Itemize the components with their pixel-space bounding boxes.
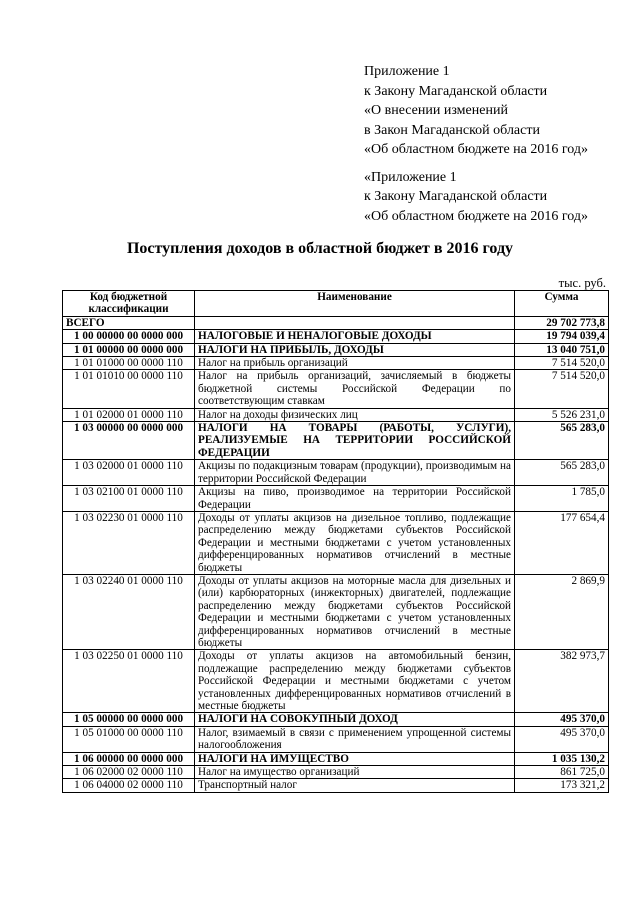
appendix-line: в Закон Магаданской области xyxy=(364,122,540,138)
cell-name: Акцизы по подакцизным товарам (продукции), производимым на территории Российской Федерации xyxy=(195,460,515,486)
cell-code: ВСЕГО xyxy=(63,316,195,329)
table-row xyxy=(63,422,609,460)
cell-name: Доходы от уплаты акцизов на дизельное топливо, подлежащие распределению между бюджетами субъектов Российской Федерации и местными бюджетами с учетом установленных дифференцированных нормативов отчислений в местные бюджеты xyxy=(195,511,515,574)
cell-sum: 861 725,0 xyxy=(515,766,609,779)
cell-sum: 382 973,7 xyxy=(515,650,609,713)
table-row xyxy=(63,726,609,752)
table-row xyxy=(63,370,609,408)
table-row xyxy=(63,574,609,649)
cell-sum: 173 321,2 xyxy=(515,779,609,792)
cell-sum: 2 869,9 xyxy=(515,574,609,649)
cell-name xyxy=(195,316,515,329)
cell-name: Транспортный налог xyxy=(195,779,515,792)
cell-code: 1 06 04000 02 0000 110 xyxy=(63,779,195,792)
cell-code: 1 06 02000 02 0000 110 xyxy=(63,766,195,779)
cell-sum: 495 370,0 xyxy=(515,713,609,726)
cell-sum: 1 035 130,2 xyxy=(515,752,609,765)
appendix-block-current xyxy=(364,62,634,160)
appendix-line: «Об областном бюджете на 2016 год» xyxy=(364,208,588,224)
table-row xyxy=(63,408,609,421)
table-row xyxy=(63,316,609,329)
table-row xyxy=(63,460,609,486)
revenue-table xyxy=(62,290,609,793)
cell-name: Налог на прибыль организаций xyxy=(195,357,515,370)
cell-name: Налог на доходы физических лиц xyxy=(195,408,515,421)
cell-sum: 7 514 520,0 xyxy=(515,357,609,370)
table-row xyxy=(63,779,609,792)
cell-code: 1 03 00000 00 0000 000 xyxy=(63,422,195,460)
cell-sum: 177 654,4 xyxy=(515,511,609,574)
cell-name: НАЛОГИ НА ПРИБЫЛЬ, ДОХОДЫ xyxy=(195,343,515,356)
cell-code: 1 01 02000 01 0000 110 xyxy=(63,408,195,421)
table-row xyxy=(63,357,609,370)
table-row xyxy=(63,343,609,356)
cell-name: Налог, взимаемый в связи с применением упрощенной системы налогообложения xyxy=(195,726,515,752)
table-row xyxy=(63,752,609,765)
appendix-line: «Об областном бюджете на 2016 год» xyxy=(364,142,588,157)
table-header-row xyxy=(63,291,609,317)
cell-code: 1 05 01000 00 0000 110 xyxy=(63,726,195,752)
cell-code: 1 00 00000 00 0000 000 xyxy=(63,330,195,343)
cell-sum: 565 283,0 xyxy=(515,460,609,486)
appendix-header xyxy=(364,62,634,226)
cell-sum: 7 514 520,0 xyxy=(515,370,609,408)
cell-name: Налог на прибыль организаций, зачисляемый в бюджеты бюджетной системы Российской Федерации по соответствующим ставкам xyxy=(195,370,515,408)
units-label: тыс. руб. xyxy=(558,276,606,290)
cell-sum: 565 283,0 xyxy=(515,422,609,460)
cell-name: Доходы от уплаты акцизов на автомобильный бензин, подлежащие распределению между бюджетами субъектов Российской Федерации и местными бюджетами с учетом установленных дифференцированных нормативов отчислений в местные бюджеты xyxy=(195,650,515,713)
document-title: Поступления доходов в областной бюджет в 2016 году xyxy=(126,240,514,257)
cell-name: Налог на имущество организаций xyxy=(195,766,515,779)
cell-code: 1 01 01000 00 0000 110 xyxy=(63,357,195,370)
cell-sum: 29 702 773,8 xyxy=(515,316,609,329)
cell-code: 1 06 00000 00 0000 000 xyxy=(63,752,195,765)
table-row xyxy=(63,511,609,574)
cell-code: 1 03 02250 01 0000 110 xyxy=(63,650,195,713)
table-row xyxy=(63,766,609,779)
appendix-block-original xyxy=(364,168,634,227)
cell-sum: 19 794 039,4 xyxy=(515,330,609,343)
table-row xyxy=(63,486,609,512)
cell-name: НАЛОГИ НА СОВОКУПНЫЙ ДОХОД xyxy=(195,713,515,726)
appendix-line: к Закону Магаданской области xyxy=(364,189,548,204)
table-row xyxy=(63,713,609,726)
appendix-line: Приложение 1 xyxy=(364,64,450,79)
cell-code: 1 03 02100 01 0000 110 xyxy=(63,486,195,512)
cell-code: 1 03 02240 01 0000 110 xyxy=(63,574,195,649)
cell-code: 1 01 01010 00 0000 110 xyxy=(63,370,195,408)
cell-code: 1 05 00000 00 0000 000 xyxy=(63,713,195,726)
cell-code: 1 01 00000 00 0000 000 xyxy=(63,343,195,356)
cell-sum: 1 785,0 xyxy=(515,486,609,512)
cell-name: НАЛОГОВЫЕ И НЕНАЛОГОВЫЕ ДОХОДЫ xyxy=(195,330,515,343)
cell-name: НАЛОГИ НА ТОВАРЫ (РАБОТЫ, УСЛУГИ), РЕАЛИЗУЕМЫЕ НА ТЕРРИТОРИИ РОССИЙСКОЙ ФЕДЕРАЦИИ xyxy=(195,422,515,460)
header-name: Наименование xyxy=(195,291,515,317)
table-row xyxy=(63,650,609,713)
appendix-line: «О внесении изменений xyxy=(364,103,508,118)
cell-code: 1 03 02230 01 0000 110 xyxy=(63,511,195,574)
cell-code: 1 03 02000 01 0000 110 xyxy=(63,460,195,486)
cell-name: Акцизы на пиво, производимое на территории Российской Федерации xyxy=(195,486,515,512)
cell-name: НАЛОГИ НА ИМУЩЕСТВО xyxy=(195,752,515,765)
appendix-line: «Приложение 1 xyxy=(364,169,457,185)
header-sum: Сумма xyxy=(515,291,609,317)
cell-sum: 5 526 231,0 xyxy=(515,408,609,421)
cell-sum: 495 370,0 xyxy=(515,726,609,752)
header-code: Код бюджетной классификации xyxy=(63,291,195,317)
cell-sum: 13 040 751,0 xyxy=(515,343,609,356)
appendix-line: к Закону Магаданской области xyxy=(364,83,548,99)
table-row xyxy=(63,330,609,343)
cell-name: Доходы от уплаты акцизов на моторные масла для дизельных и (или) карбюраторных (инжекторных) двигателей, подлежащие распределению между бюджетами субъектов Российской Федерации и местными бюджетами с учетом установленных дифференцированных нормативов отчислений в местные бюджеты xyxy=(195,574,515,649)
